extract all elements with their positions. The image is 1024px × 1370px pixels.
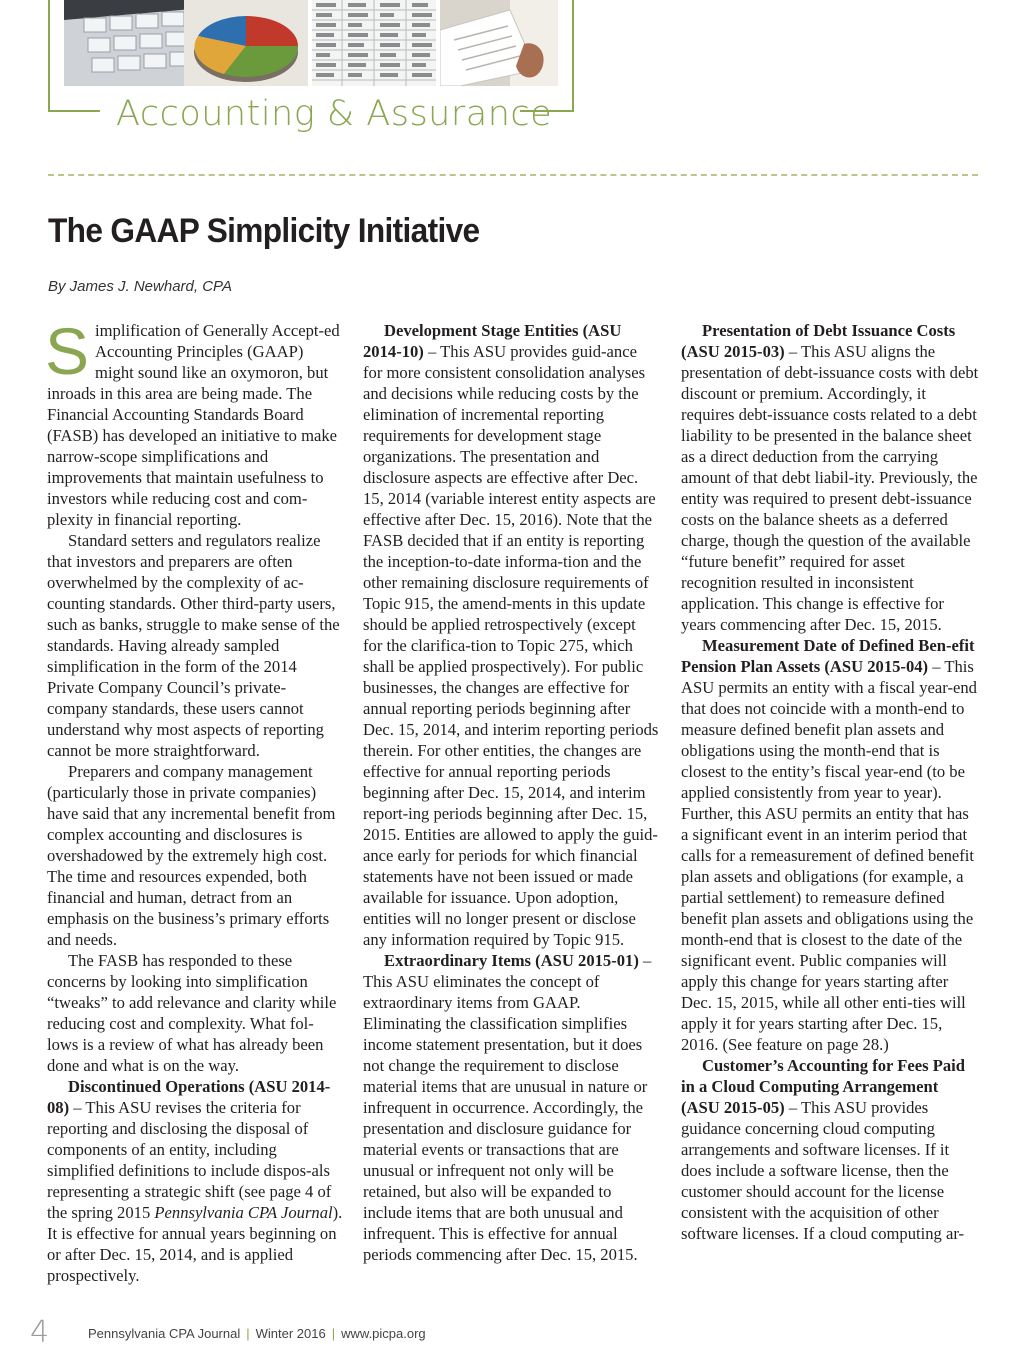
paragraph-text: – This ASU provides guid-ance for more consistent consolidation analyses and decisions while reducing costs by the elimination of incremental reporting requirements for development stage organizations. The presentation and disclosure aspects are effective after Dec. 15, 2014 (variable interest entity aspects are effective after Dec. 15, 2016). Note that the FASB decided that if an entity is reporting the inception-to-date informa-tion and the other remaining disclosure requirements of Topic 915, the amend-ments in this update should be applied retrospectively (except for the clarifica-tion to Topic 275, which shall be applied prospectively). For public businesses, the changes are effective for annual reporting periods beginning after Dec. 15, 2014, and interim reporting periods therein. For other entities, the changes are effective for annual reporting periods beginning after Dec. 15, 2014, and interim report-ing periods beginning after Dec. 15, 2015. Entities are allowed to apply the guid-ance early for periods for which financial statements have not been issued or made available for issuance. Upon adoption, entities will no longer present or disclose any information required by Topic 915.	[363, 342, 659, 949]
article-byline: By James J. Newhard, CPA	[48, 278, 232, 295]
paragraph	[363, 320, 659, 950]
paragraph-text: – This ASU permits an entity with a fiscal year-end that does not coincide with a month-end to measure defined benefit plan assets and obligations using the month-end that is closest to the entity’s fiscal year-end (to be applied consistently from year to year). Further, this ASU permits an entity that has a significant event in an interim period that calls for a remeasurement of defined benefit plan assets and obligations (for example, a partial settlement) to remeasure defined benefit plan assets and obligations using the month-end that is closest to the date of the significant event. Public companies will apply this change for years starting after Dec. 15, 2015, while all other enti-ties will apply it for years starting after Dec. 15, 2016. (See feature on page 28.)	[681, 657, 977, 1054]
drop-cap: S	[45, 314, 90, 388]
dashed-divider	[48, 174, 978, 176]
footer-separator: |	[331, 1326, 336, 1341]
subhead-cloud-computing: Customer’s Accounting for Fees Paid in a Cloud Computing Arrangement (ASU 2015-05)	[681, 1056, 966, 1117]
paragraph-text: – This ASU provides guidance concerning cloud computing arrangements and software licenses. If it does include a software license, then the customer should account for the license consistent with the acquisition of other software licenses. If a cloud computing ar-	[681, 1098, 965, 1243]
article-title: The GAAP Simplicity Initiative	[48, 212, 480, 250]
article-column-2	[363, 320, 659, 1265]
paragraph: The FASB has responded to these concerns by looking into simplification “tweaks” to add relevance and clarity while reducing cost and complexity. What fol-lows is a review of what has already been done and what is on the way.	[47, 951, 337, 1075]
paragraph-text: – This ASU revises the criteria for reporting and disclosing the disposal of components of an entity, including simplified definitions to include dispos-als representing a strategic shift (see page 4 of the spring 2015	[47, 1098, 332, 1222]
subhead-pension-plan-assets: Measurement Date of Defined Ben-efit Pension Plan Assets (ASU 2015-04)	[681, 636, 975, 676]
frame-line-left-horizontal	[48, 110, 100, 112]
frame-line-left-vertical	[48, 0, 50, 112]
paragraph	[363, 950, 659, 1265]
paragraph-text: – This ASU aligns the presentation of debt-issuance costs with debt discount or premium. Accordingly, it requires debt-issuance costs related to a debt liability to be presented in the balance sheet as a direct deduction from the carrying amount of that debt liabil-ity. Previously, the entity was required to present debt-issuance costs on the balance sheets as a deferred charge, though the question of the available “future benefit” required for asset recognition resulted in inconsistent application. This change is effective for years commencing after Dec. 15, 2015.	[681, 342, 979, 634]
page-footer	[30, 1315, 990, 1350]
document-photo	[440, 0, 558, 86]
subhead-development-stage-entities: Development Stage Entities (ASU 2014-10)	[363, 321, 622, 361]
paragraph-text: implification of Generally Accept-ed Accounting Principles (GAAP) might sound like an oxymoron, but inroads in this area are being made. The Financial Accounting Standards Board (FASB) has developed an initiative to make narrow-scope simplifications and improvements that maintain usefulness to investors while reducing cost and com-plexity in financial reporting.	[47, 321, 340, 529]
paragraph	[45, 314, 345, 530]
footer-website[interactable]: www.picpa.org	[341, 1326, 426, 1341]
pie-chart-photo	[184, 0, 308, 86]
paragraph	[681, 320, 979, 635]
subhead-discontinued-operations: Discontinued Operations (ASU 2014-08)	[47, 1077, 331, 1117]
journal-title-italic: Pennsylvania CPA Journal	[154, 1203, 333, 1222]
section-header	[0, 0, 1024, 180]
footer-publication: Pennsylvania CPA Journal	[88, 1326, 241, 1341]
paragraph-text: ). It is effective for annual years beginning on or after Dec. 15, 2014, and is applied prospectively.	[47, 1203, 343, 1285]
footer-publication-line	[88, 1326, 426, 1341]
paragraph: Preparers and company management (particularly those in private companies) have said that any incremental benefit from complex accounting and disclosures is overshadowed by the extremely high cost. The time and resources expended, both financial and human, detract from an emphasis on the business’s primary efforts and needs.	[47, 762, 336, 949]
subhead-extraordinary-items: Extraordinary Items (ASU 2015-01)	[384, 951, 639, 970]
paragraph: Standard setters and regulators realize that investors and preparers are often overwhelmed by the complexity of ac-counting standards. Other third-party users, such as banks, struggle to make sense of the standards. Having already sampled simplification in the form of the 2014 Private Company Council’s private-company standards, these users cannot understand why most aspects of reporting cannot be more straightforward.	[47, 531, 340, 760]
page-number: 4	[30, 1315, 50, 1350]
paragraph-text: – This ASU eliminates the concept of extraordinary items from GAAP. Eliminating the classification simplifies income statement presentation, but it does not change the requirement to disclose material items that are unusual in nature or infrequent in occurrence. Accordingly, the presentation and disclosure guidance for material events or transactions that are unusual or infrequent not only will be retained, but also will be expanded to include items that are both unusual and infrequent. This is effective for annual periods commencing after Dec. 15, 2015.	[363, 951, 652, 1264]
article-column-1	[45, 314, 345, 1286]
section-title: Accounting & Assurance	[116, 94, 553, 134]
subhead-debt-issuance-costs: Presentation of Debt Issuance Costs (ASU 2015-03)	[681, 321, 956, 361]
paragraph	[681, 635, 979, 1055]
paragraph	[681, 1055, 979, 1244]
footer-issue: Winter 2016	[255, 1326, 326, 1341]
footer-separator: |	[246, 1326, 250, 1341]
paragraph	[47, 1076, 345, 1286]
frame-line-right-vertical	[572, 0, 574, 112]
article-column-3	[681, 320, 979, 1244]
spreadsheet-photo	[312, 0, 436, 86]
